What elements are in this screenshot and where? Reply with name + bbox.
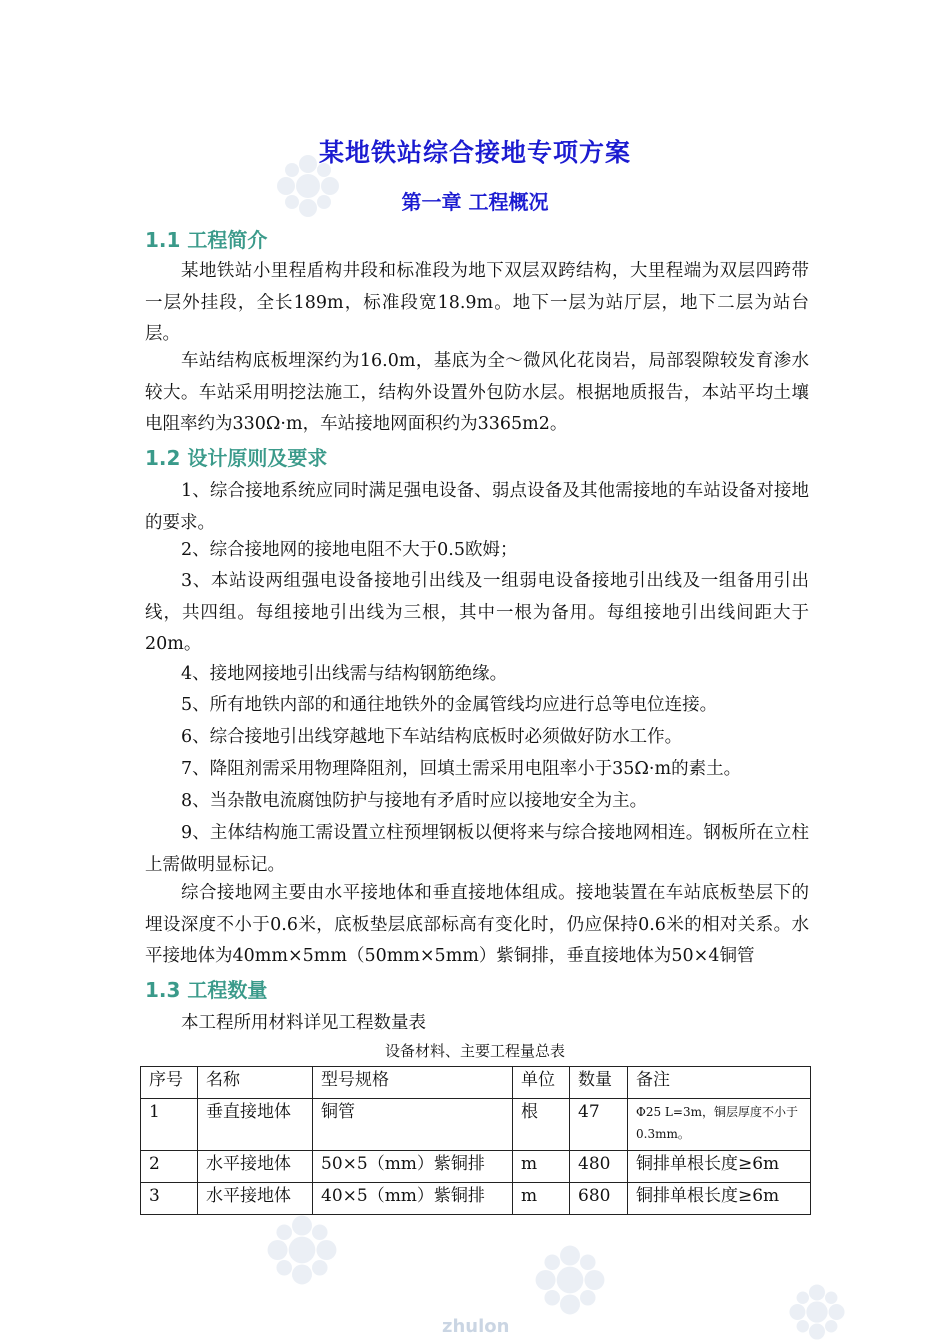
section-heading-1-3: 1.3 工程数量: [145, 978, 268, 1002]
table-cell: 47: [570, 1099, 628, 1151]
paragraph: 综合接地网主要由水平接地体和垂直接地体组成。接地装置在车站底板垫层下的埋设深度不小于0.6米，底板垫层底部标高有变化时，仍应保持0.6米的相对关系。水平接地体为40mm×5mm（50mm×5mm）紫铜排，垂直接地体为50×4铜管: [145, 883, 809, 966]
list-item: 3、本站设两组强电设备接地引出线及一组弱电设备接地引出线及一组备用引出线，共四组。每组接地引出线为三根，其中一根为备用。每组接地引出线间距大于20m。: [145, 571, 809, 654]
watermark-text: zhulon: [442, 1316, 510, 1337]
paragraph: 某地铁站小里程盾构井段和标准段为地下双层双跨结构，大里程端为双层四跨带一层外挂段，全长189m，标准段宽18.9m。地下一层为站厅层，地下二层为站台层。: [145, 261, 809, 344]
list-item: 2、综合接地网的接地电阻不大于0.5欧姆；: [181, 540, 518, 560]
column-header: 单位: [513, 1067, 570, 1099]
table-cell: 垂直接地体: [198, 1099, 313, 1151]
table-cell: 50×5（mm）紫铜排: [313, 1151, 513, 1183]
chapter-heading: 第一章 工程概况: [401, 190, 549, 214]
list-item: 7、降阻剂需采用物理降阻剂，回填土需采用电阻率小于35Ω·m的素土。: [181, 759, 742, 779]
column-header: 名称: [198, 1067, 313, 1099]
quantity-table: [140, 1066, 811, 1215]
list-item: 8、当杂散电流腐蚀防护与接地有矛盾时应以接地安全为主。: [181, 791, 648, 811]
table-row: [141, 1099, 811, 1151]
table-cell: 铜管: [313, 1099, 513, 1151]
table-cell: 水平接地体: [198, 1183, 313, 1215]
table-row: [141, 1183, 811, 1215]
table-cell: 2: [141, 1151, 198, 1183]
list-item: 1、综合接地系统应同时满足强电设备、弱点设备及其他需接地的车站设备对接地的要求。: [145, 481, 809, 533]
table-cell: m: [513, 1183, 570, 1215]
column-header: 备注: [628, 1067, 811, 1099]
section-heading-1-2: 1.2 设计原则及要求: [145, 446, 328, 470]
table-cell: 3: [141, 1183, 198, 1215]
column-header: 数量: [570, 1067, 628, 1099]
table-cell: Φ25 L=3m，铜层厚度不小于0.3mm。: [628, 1099, 811, 1151]
section-heading-1-1: 1.1 工程简介: [145, 228, 268, 252]
column-header: 型号规格: [313, 1067, 513, 1099]
column-header: 序号: [141, 1067, 198, 1099]
table-cell: 1: [141, 1099, 198, 1151]
table-cell: 水平接地体: [198, 1151, 313, 1183]
table-row: [141, 1151, 811, 1183]
list-item: 5、所有地铁内部的和通往地铁外的金属管线均应进行总等电位连接。: [181, 695, 718, 715]
table-cell: 铜排单根长度≥6m: [628, 1183, 811, 1215]
table-caption: 设备材料、主要工程量总表: [384, 1042, 565, 1060]
paragraph: 本工程所用材料详见工程数量表: [181, 1013, 426, 1033]
paragraph: 车站结构底板埋深约为16.0m，基底为全～微风化花岗岩，局部裂隙较发育渗水较大。车站采用明挖法施工，结构外设置外包防水层。根据地质报告，本站平均土壤电阻率约为330Ω·m，车站接地网面积约为3365m2。: [145, 351, 809, 434]
table-header-row: [141, 1067, 811, 1099]
table-cell: 40×5（mm）紫铜排: [313, 1183, 513, 1215]
table-cell: m: [513, 1151, 570, 1183]
table-cell: 480: [570, 1151, 628, 1183]
document-title: 某地铁站综合接地专项方案: [318, 138, 631, 167]
table-cell: 铜排单根长度≥6m: [628, 1151, 811, 1183]
list-item: 4、接地网接地引出线需与结构钢筋绝缘。: [181, 664, 508, 684]
table-cell: 680: [570, 1183, 628, 1215]
list-item: 6、综合接地引出线穿越地下车站结构底板时必须做好防水工作。: [181, 727, 683, 747]
table-cell: 根: [513, 1099, 570, 1151]
list-item: 9、主体结构施工需设置立柱预埋钢板以便将来与综合接地网相连。钢板所在立柱上需做明显标记。: [145, 823, 809, 875]
